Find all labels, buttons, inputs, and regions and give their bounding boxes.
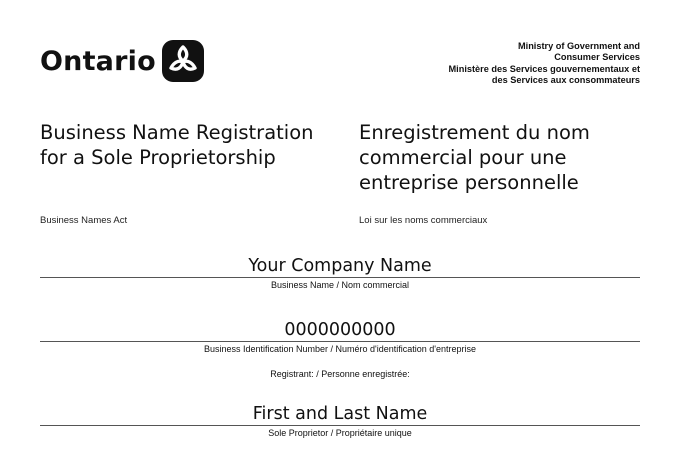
business-name-field — [40, 255, 640, 290]
proprietor-value: First and Last Name — [252, 404, 428, 424]
act-name-en: Business Names Act — [40, 215, 128, 226]
business-name-value: Your Company Name — [248, 256, 432, 276]
document-title-fr: Enregistrement du nom commercial pour une entreprise personnelle — [359, 121, 590, 194]
business-name-caption: Business Name / Nom commercial — [270, 280, 410, 290]
document-title-en: Business Name Registration for a Sole Proprietorship — [40, 121, 314, 169]
registrant-label: Registrant: / Personne enregistrée: — [270, 369, 410, 379]
bin-caption: Business Identification Number / Numéro d'identification d'entreprise — [203, 344, 477, 354]
divider — [40, 277, 640, 278]
proprietor-caption: Sole Proprietor / Propriétaire unique — [268, 428, 412, 438]
ministry-line: Ministry of Government and — [517, 41, 640, 51]
divider — [40, 341, 640, 342]
ministry-line: des Services aux consommateurs — [491, 74, 640, 85]
ministry-name — [449, 41, 640, 86]
trillium-icon — [162, 40, 204, 82]
ministry-line: Consumer Services — [554, 52, 640, 63]
ministry-line: Ministère des Services gouvernementaux et — [448, 63, 640, 74]
proprietor-field — [40, 403, 640, 438]
act-name-fr: Loi sur les noms commerciaux — [359, 215, 488, 226]
logo-wordmark: Ontario — [40, 45, 156, 77]
divider — [40, 425, 640, 426]
ontario-logo — [40, 40, 204, 82]
bin-field — [40, 319, 640, 354]
bin-value: 0000000000 — [284, 320, 396, 340]
